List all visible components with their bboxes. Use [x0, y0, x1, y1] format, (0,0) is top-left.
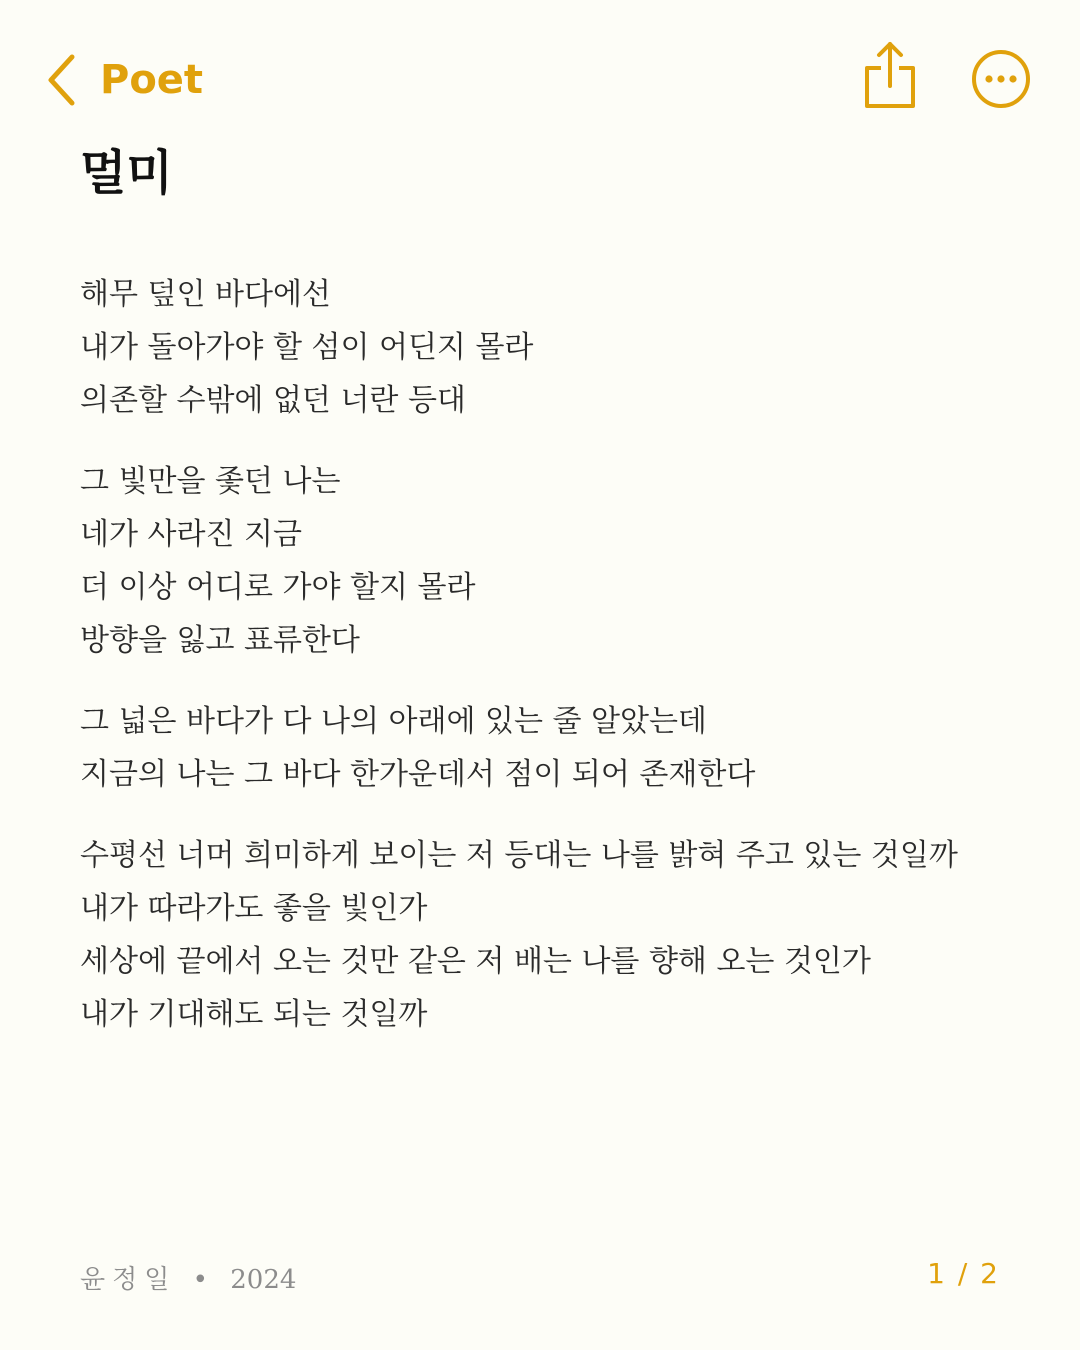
poem-line: 수평선 너머 희미하게 보이는 저 등대는 나를 밝혀 주고 있는 것일까	[80, 838, 958, 873]
poem-line: 더 이상 어디로 가야 할지 몰라	[80, 570, 476, 605]
poem-line: 내가 돌아가야 할 섬이 어딘지 몰라	[80, 330, 534, 365]
poem-title: 멀미	[80, 145, 173, 201]
poem-line: 내가 기대해도 되는 것일까	[80, 997, 428, 1032]
poem-line: 그 빛만을 좇던 나는	[80, 464, 341, 499]
stanza-3	[80, 695, 1010, 801]
stanza-2	[80, 455, 1010, 667]
share-icon	[862, 40, 918, 110]
author-name: 윤정일	[80, 1265, 177, 1295]
poem-line: 의존할 수밖에 없던 너란 등대	[80, 383, 466, 418]
chevron-left-icon	[44, 52, 78, 108]
publication-year: 2024	[230, 1265, 297, 1295]
poem-line: 내가 따라가도 좋을 빛인가	[80, 891, 428, 926]
poem-line: 네가 사라진 지금	[80, 517, 302, 552]
poem-line: 세상에 끝에서 오는 것만 같은 저 배는 나를 향해 오는 것인가	[80, 944, 871, 979]
poem-line: 그 넓은 바다가 다 나의 아래에 있는 줄 알았는데	[80, 704, 707, 739]
poem-line: 지금의 나는 그 바다 한가운데서 점이 되어 존재한다	[80, 757, 756, 792]
poem-meta	[80, 1260, 296, 1300]
page-indicator: 1 / 2	[927, 1257, 1000, 1290]
top-bar	[0, 0, 1080, 150]
poem-line: 해무 덮인 바다에선	[80, 277, 331, 312]
more-icon	[970, 48, 1032, 110]
back-label: Poet	[100, 57, 204, 103]
share-button[interactable]	[862, 40, 918, 110]
back-button[interactable]	[44, 50, 203, 110]
more-button[interactable]	[970, 48, 1032, 110]
poem-line: 방향을 잃고 표류한다	[80, 623, 360, 658]
stanza-4	[80, 829, 1010, 1041]
poem-body	[80, 268, 1010, 1069]
stanza-1	[80, 268, 1010, 427]
separator-dot: •	[192, 1265, 208, 1295]
